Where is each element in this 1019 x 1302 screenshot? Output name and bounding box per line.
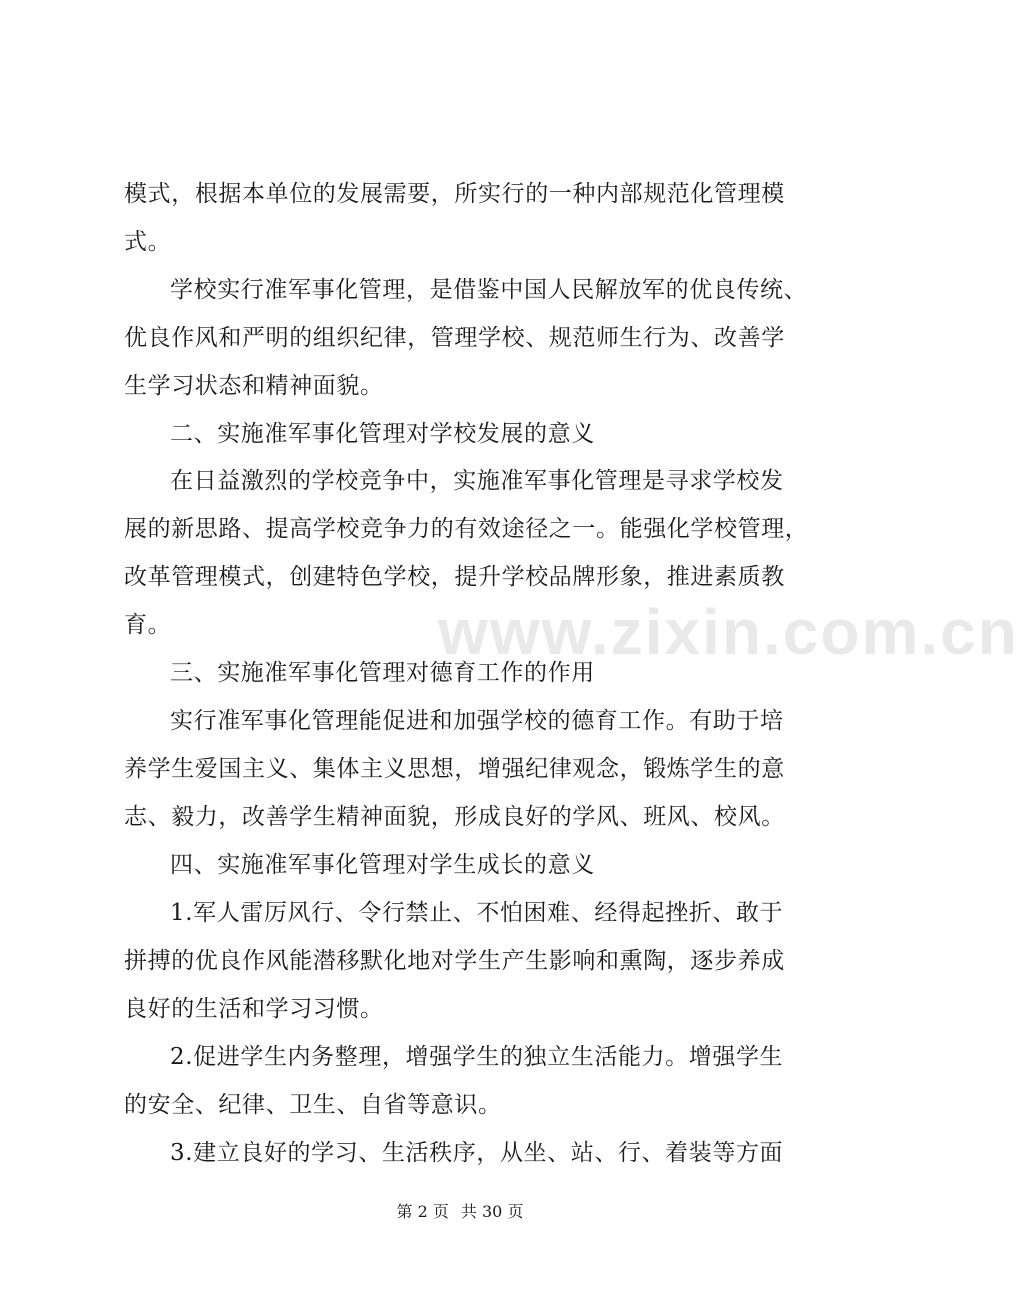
text-line-4: 优良作风和严明的组织纪律，管理学校、规范师生行为、改善学 xyxy=(124,325,785,351)
text-line-19: 2.促进学生内务整理，增强学生的独立生活能力。增强学生 xyxy=(170,1044,784,1070)
text-line-18: 良好的生活和学习习惯。 xyxy=(124,996,384,1022)
page-number: 第 2 页 xyxy=(396,1202,449,1221)
section-heading-3: 三、实施准军事化管理对德育工作的作用 xyxy=(170,660,595,686)
text-line-3: 学校实行准军事化管理，是借鉴中国人民解放军的优良传统、 xyxy=(170,277,808,303)
text-line-14: 志、毅力，改善学生精神面貌，形成良好的学风、班风、校风。 xyxy=(124,804,785,830)
text-line-16: 1.军人雷厉风行、令行禁止、不怕困难、经得起挫折、敢于 xyxy=(170,900,784,926)
watermark: www.zixin.com.cn xyxy=(438,596,1019,668)
text-line-12: 实行准军事化管理能促进和加强学校的德育工作。有助于培 xyxy=(170,708,784,734)
page-total: 共 30 页 xyxy=(460,1202,524,1221)
text-line-5: 生学习状态和精神面貌。 xyxy=(124,373,384,399)
text-line-7: 在日益激烈的学校竞争中，实施准军事化管理是寻求学校发 xyxy=(170,468,784,494)
text-line-13: 养学生爱国主义、集体主义思想，增强纪律观念，锻炼学生的意 xyxy=(124,756,785,782)
text-line-2: 式。 xyxy=(124,229,172,255)
page-footer xyxy=(0,1202,920,1222)
section-heading-2: 二、实施准军事化管理对学校发展的意义 xyxy=(170,421,595,447)
text-line-20: 的安全、纪律、卫生、自省等意识。 xyxy=(124,1092,502,1118)
text-line-1: 模式，根据本单位的发展需要，所实行的一种内部规范化管理模 xyxy=(124,181,785,207)
text-line-10: 育。 xyxy=(124,612,172,638)
text-line-21: 3.建立良好的学习、生活秩序，从坐、站、行、着装等方面 xyxy=(170,1140,784,1166)
text-line-17: 拼搏的优良作风能潜移默化地对学生产生影响和熏陶，逐步养成 xyxy=(124,948,785,974)
text-line-9: 改革管理模式，创建特色学校，提升学校品牌形象，推进素质教 xyxy=(124,564,785,590)
section-heading-4: 四、实施准军事化管理对学生成长的意义 xyxy=(170,852,595,878)
text-line-8: 展的新思路、提高学校竞争力的有效途径之一。能强化学校管理， xyxy=(124,516,809,542)
